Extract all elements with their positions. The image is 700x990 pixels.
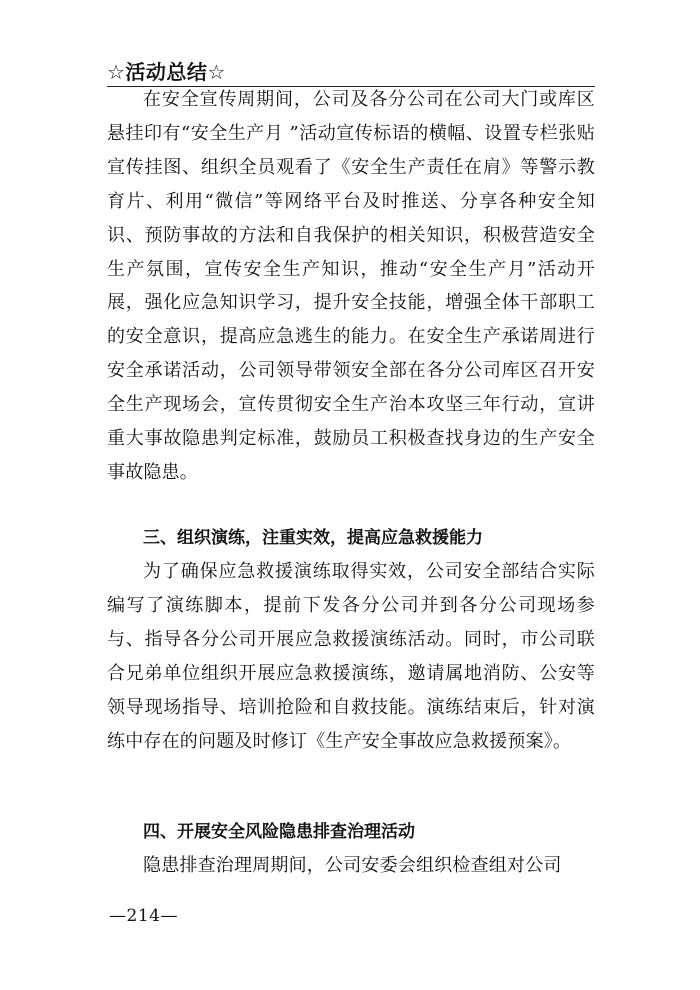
- section-heading-emergency-drills: 三、组织演练，注重实效，提高应急救援能力: [143, 528, 483, 548]
- body-paragraph-hazard-inspection: 隐患排查治理周期间，公司安委会组织检查组对公司: [143, 855, 562, 876]
- section-heading-hazard-inspection: 四、开展安全风险隐患排查治理活动: [143, 822, 415, 842]
- body-paragraph-publicity-week: 在安全宣传周期间，公司及各分公司在公司大门或库区悬挂印有“安全生产月 ”活动宣传标语的横幅、设置专栏张贴宣传挂图、组织全员观看了《安全生产责任在肩》等警示教育片、利用“微信”等网络平台及时推送、分享各种安全知识、预防事故的方法和自我保护的相关知识，积极营造安全生产氛围，宣传安全生产知识，推动“安全生产月”活动开展，强化应急知识学习，提升安全技能，增强全体干部职工的安全意识，提高应急逃生的能力。在安全生产承诺周进行安全承诺活动，公司领导带领安全部在各分公司库区召开安全生产现场会，宣传贯彻安全生产治本攻坚三年行动，宣讲重大事故隐患判定标准，鼓励员工积极查找身边的生产安全事故隐患。: [107, 89, 595, 483]
- header-title: ☆活动总结☆: [107, 60, 226, 84]
- page-number: —214—: [109, 906, 178, 926]
- body-paragraph-drills: 为了确保应急救援演练取得实效，公司安全部结合实际编写了演练脚本，提前下发各分公司并到各分公司现场参与、指导各分公司开展应急救援演练活动。同时，市公司联合兄弟单位组织开展应急救援演练，邀请属地消防、公安等领导现场指导、培训抢险和自救技能。演练结束后，针对演练中存在的问题及时修订《生产安全事故应急救援预案》。: [107, 561, 595, 752]
